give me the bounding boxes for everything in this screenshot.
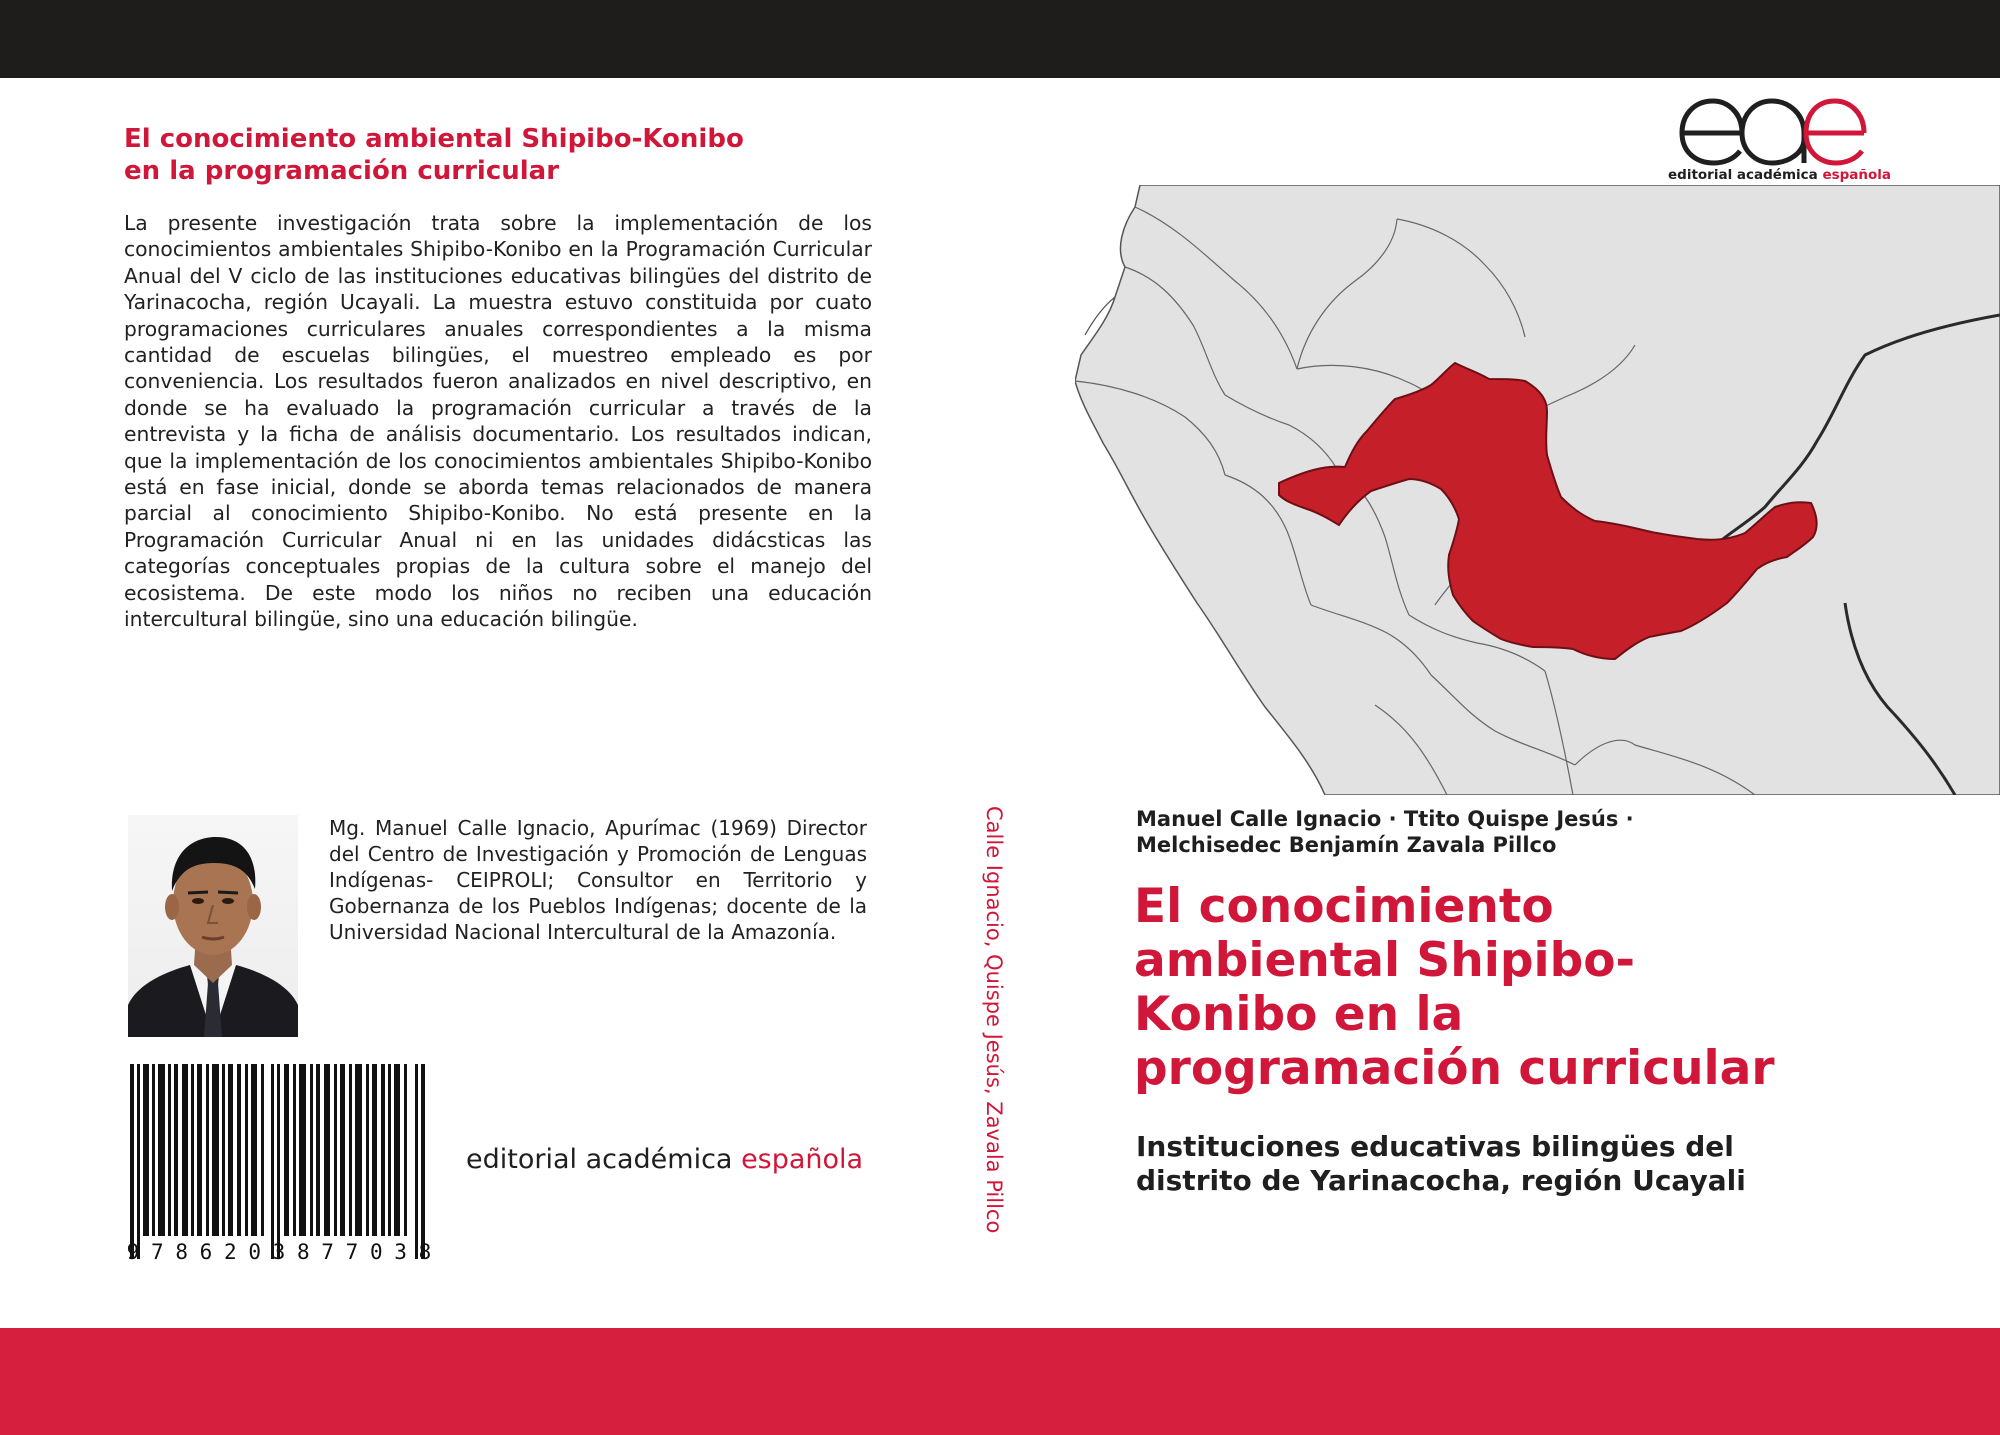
isbn-digit: 8 — [175, 1240, 188, 1264]
front-subtitle-line: Instituciones educativas bilingües del — [1136, 1130, 1734, 1163]
back-title-line: en la programación curricular — [124, 156, 560, 186]
peru-map — [1075, 185, 2000, 795]
isbn-digit: 8 — [418, 1240, 432, 1264]
front-cover-title — [1134, 880, 1934, 1096]
back-title-line: El conocimiento ambiental Shipibo-Konibo — [124, 124, 744, 154]
spine-authors: Calle Ignacio, Quispe Jesús, Zavala Pillco — [982, 806, 1006, 1234]
author-bio: Mg. Manuel Calle Ignacio, Apurímac (1969) Director del Centro de Investigación y Promoción de Lenguas Indígenas- CEIPROLI; Consultor en Territorio y Gobernanza de los Pueblos Indígenas; docente de la Universidad Nacional Intercultural de la Amazonía. — [329, 816, 867, 944]
front-authors — [1136, 806, 1896, 858]
publisher-main: editorial académica — [466, 1144, 742, 1175]
front-title-line: El conocimiento — [1134, 879, 1554, 934]
front-subtitle-line: distrito de Yarinacocha, región Ucayali — [1136, 1164, 1746, 1197]
publisher-accent: española — [741, 1144, 864, 1175]
barcode-icon — [124, 1064, 434, 1269]
isbn-digit: 7 — [345, 1240, 359, 1264]
front-authors-line: Melchisedec Benjamín Zavala Pillco — [1136, 833, 1557, 857]
back-cover-title — [124, 123, 884, 187]
front-title-line: programación curricular — [1134, 1041, 1775, 1096]
author-portrait-icon — [128, 815, 298, 1037]
isbn-digit: 9 — [126, 1240, 140, 1264]
isbn-digit: 7 — [151, 1240, 164, 1264]
author-photo — [128, 815, 298, 1037]
isbn-digit: 8 — [296, 1240, 310, 1264]
front-title-line: ambiental Shipibo- — [1134, 933, 1636, 988]
back-cover-blurb: La presente investigación trata sobre la implementación de los conocimientos ambientales Shipibo-Konibo en la Programación Curricular Anual del V ciclo de las instituciones educativas bilingües del distrito de Yarinacocha, región Ucayali. La muestra estuvo constituida por cuato programaciones curriculares anuales correspondientes a la misma cantidad de escuelas bilingües, el muestreo empleado es por conveniencia. Los resultados fueron analizados en nivel descriptivo, en donde se ha evaluado la programación curricular a través de la entrevista y la ficha de análisis documentario. Los resultados indican, que la implementación de los conocimientos ambientales Shipibo-Konibo está en fase inicial, donde se aborda temas relacionados de manera parcial al conocimiento Shipibo-Konibo. No está presente en la Programación Curricular Anual ni en las unidades didácsticas las categorías conceptuales propias de la cultura sobre el manejo del ecosistema. De este modo los niños no reciben una educación intercultural bilingüe, sino una educación bilingüe. — [124, 211, 872, 632]
top-band — [0, 0, 2000, 78]
logo-caption — [1668, 167, 1891, 183]
front-authors-line: Manuel Calle Ignacio · Ttito Quispe Jesús · — [1136, 807, 1634, 831]
peru-regions-map-icon — [1075, 185, 2000, 795]
front-cover-subtitle — [1136, 1130, 1896, 1198]
isbn-digit: 3 — [394, 1240, 407, 1264]
logo-caption-accent: española — [1822, 167, 1892, 183]
isbn-digit: 7 — [321, 1240, 334, 1264]
isbn-digit: 6 — [199, 1240, 213, 1264]
isbn-digit: 0 — [248, 1240, 261, 1264]
isbn-digit: 2 — [223, 1240, 237, 1264]
isbn-digit: 0 — [369, 1240, 383, 1264]
isbn-digit: 3 — [272, 1240, 286, 1264]
bottom-band — [0, 1328, 2000, 1435]
logo-caption-main: editorial académica — [1668, 167, 1823, 183]
back-publisher-name — [466, 1144, 863, 1175]
isbn-barcode — [124, 1064, 434, 1269]
isbn-number — [126, 1240, 432, 1266]
front-title-line: Konibo en la — [1134, 987, 1464, 1042]
